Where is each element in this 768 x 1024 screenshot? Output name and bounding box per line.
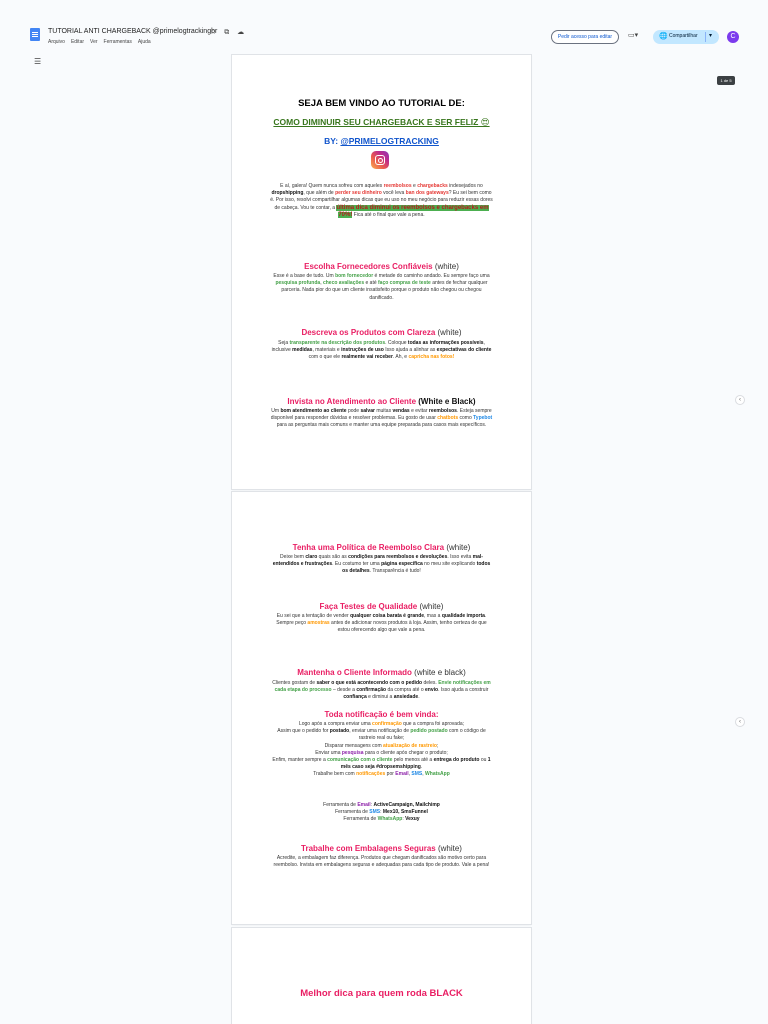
request-edit-access-button[interactable]: Pedir acesso para editar — [551, 30, 619, 44]
section-title-black: Melhor dica para quem roda BLACK — [300, 988, 463, 999]
section-body-quality-tests: Eu sei que a tentação de vender qualquer coisa barata é grande, mas a qualidade importa. Sempre peço amostras antes de adicionar novos produtos à loja. Assim, tenho certeza de que estou oferecendo algo que vale a pena. — [276, 613, 487, 634]
tool-line-whatsapp: Ferramenta de WhatsApp: Vexuy — [343, 816, 420, 823]
chevron-left-icon[interactable]: ‹ — [735, 717, 745, 727]
top-bar — [0, 0, 768, 50]
author-handle-link[interactable]: @PRIMELOGTRACKING — [340, 136, 439, 146]
section-body-customer-service: Um bom atendimento ao cliente pode salvar muitas vendas e evitar reembolsos. Esteja sempre disponível para responder dúvidas e resolver problemas. Eu gosto de usar chatbots como Typebot para as perguntas mais comuns e manter uma equipe preparada para casos mais específicos. — [270, 408, 493, 429]
menu-editar[interactable]: Editar — [70, 39, 85, 45]
section-title-quality-tests: Faça Testes de Qualidade (white) — [319, 602, 444, 611]
globe-icon: 🌐 — [659, 33, 668, 40]
page-heading: SEJA BEM VINDO AO TUTORIAL DE: — [298, 98, 465, 109]
instagram-icon — [371, 151, 389, 169]
title-action-icons[interactable]: ☆ ⧉ ☁ — [210, 29, 248, 36]
document-page-1 — [232, 55, 531, 489]
tool-line-sms: Ferramenta de SMS: Mex10, SmsFunnel — [335, 809, 428, 816]
document-page-2 — [232, 492, 531, 924]
section-title-safe-packaging: Trabalhe com Embalagens Seguras (white) — [301, 844, 462, 853]
share-button[interactable] — [653, 30, 719, 44]
menu-bar — [48, 39, 151, 45]
tools-list — [270, 802, 493, 824]
highlighted-claim: última dica diminui os reembolsos e chargebacks em 70%! — [336, 204, 489, 218]
outline-icon[interactable]: ☰ — [34, 57, 42, 66]
section-title-describe-products: Descreva os Produtos com Clareza (white) — [301, 328, 462, 337]
intro-paragraph: E aí, galera! Quem nunca sofreu com aqueles reembolsos e chargebacks indesejados no dropshipping, que além de perder seu dinheiro você leva ban dos gateways? Eu sei bem como é. Por isso, resolvi compartilhar algumas dicas que eu uso no meu negócio para reduzir essas dores de cabeça. Vou te contar, a última dica diminui os reembolsos e chargebacks em 70%! Fica até o final que vale a pena. — [270, 183, 493, 218]
tool-line-email: Ferramenta de Email: ActiveCampaign, Mailchimp — [323, 802, 440, 808]
section-body-notifications: Logo após a compra enviar uma confirmação que a compra foi aprovada; Assim que o pedido for postado, enviar uma notificação de pedido postado com o código de rastreio real ou fake; Disparar mensagens com atualização de rastreio; Enviar uma pesquisa para o cliente após chegar o produto; Enfim, manter sempre a comunicação com o cliente pelo menos até a entrega do produto ou 1 mês caso seja #dropsemshipping. Trabalhe bem com notificações por Email, SMS, WhatsApp — [272, 721, 491, 778]
section-body-suppliers: Esse é a base de tudo. Um bom fornecedor é metade do caminho andado. Eu sempre faço uma pesquisa profunda, checo avaliações e até faço compras de teste antes de fechar qualquer parceria. Nada pior do que um cliente insatisfeito porque o produto não chegou ou chegou danificado. — [273, 273, 490, 301]
share-label: Compartilhar — [669, 33, 698, 39]
menu-arquivo[interactable]: Arquivo — [48, 39, 65, 45]
page-counter: 1 de 5 — [717, 76, 735, 85]
menu-ver[interactable]: Ver — [90, 39, 98, 45]
chevron-left-icon[interactable]: ‹ — [735, 395, 745, 405]
section-body-keep-informed: Clientes gostam de saber o que está acontecendo com o pedido deles. Envie notificações em cada etapa do processo – desde a confirmação da compra até o envio. Isso ajuda a construir confiança e diminui a ansiedade. — [272, 680, 491, 701]
docs-logo-icon[interactable] — [30, 28, 40, 41]
page-subheading: COMO DIMINUIR SEU CHARGEBACK E SER FELIZ 😍 — [273, 117, 490, 127]
section-body-describe-products: Seja transparente na descrição dos produtos. Coloque todas as informações possíveis, inclusive medidas, materiais e instruções de uso Isso ajuda a alinhar as expectativas do cliente com o que ele realmente vai receber. Ah, e capricha nas fotos! — [271, 340, 492, 361]
section-body-refund-policy: Deixe bem claro quais são as condições para reembolsos e devoluções. Isso evita mal-entendidos e frustrações. Eu costumo ter uma página específica no meu site explicando todos os detalhes. Transparência é tudo! — [272, 554, 491, 575]
menu-ajuda[interactable]: Ajuda — [137, 39, 151, 45]
share-divider — [705, 32, 706, 42]
menu-ferramentas[interactable]: Ferramentas — [103, 39, 132, 45]
section-title-notifications: Toda notificação é bem vinda: — [324, 710, 439, 719]
section-body-safe-packaging: Acredite, a embalagem faz diferença. Produtos que chegam danificados são motivo certo para reembolso. Invista em embalagens seguras e adequadas para cada tipo de produto. Vale a pena! — [273, 855, 490, 869]
document-page-3 — [232, 928, 531, 1024]
section-title-customer-service: Invista no Atendimento ao Cliente (White e Black) — [287, 397, 476, 406]
present-icon[interactable]: ▭▾ — [628, 32, 639, 39]
section-title-suppliers: Escolha Fornecedores Confiáveis (white) — [304, 262, 459, 271]
author-line: BY: @PRIMELOGTRACKING — [324, 136, 439, 146]
avatar[interactable]: C — [727, 31, 739, 43]
section-title-keep-informed: Mantenha o Cliente Informado (white e black) — [297, 668, 466, 677]
document-title[interactable]: TUTORIAL ANTI CHARGEBACK @primelogtrackingbr — [48, 28, 218, 35]
section-title-refund-policy: Tenha uma Política de Reembolso Clara (white) — [292, 543, 471, 552]
chevron-down-icon[interactable]: ▾ — [709, 33, 713, 39]
